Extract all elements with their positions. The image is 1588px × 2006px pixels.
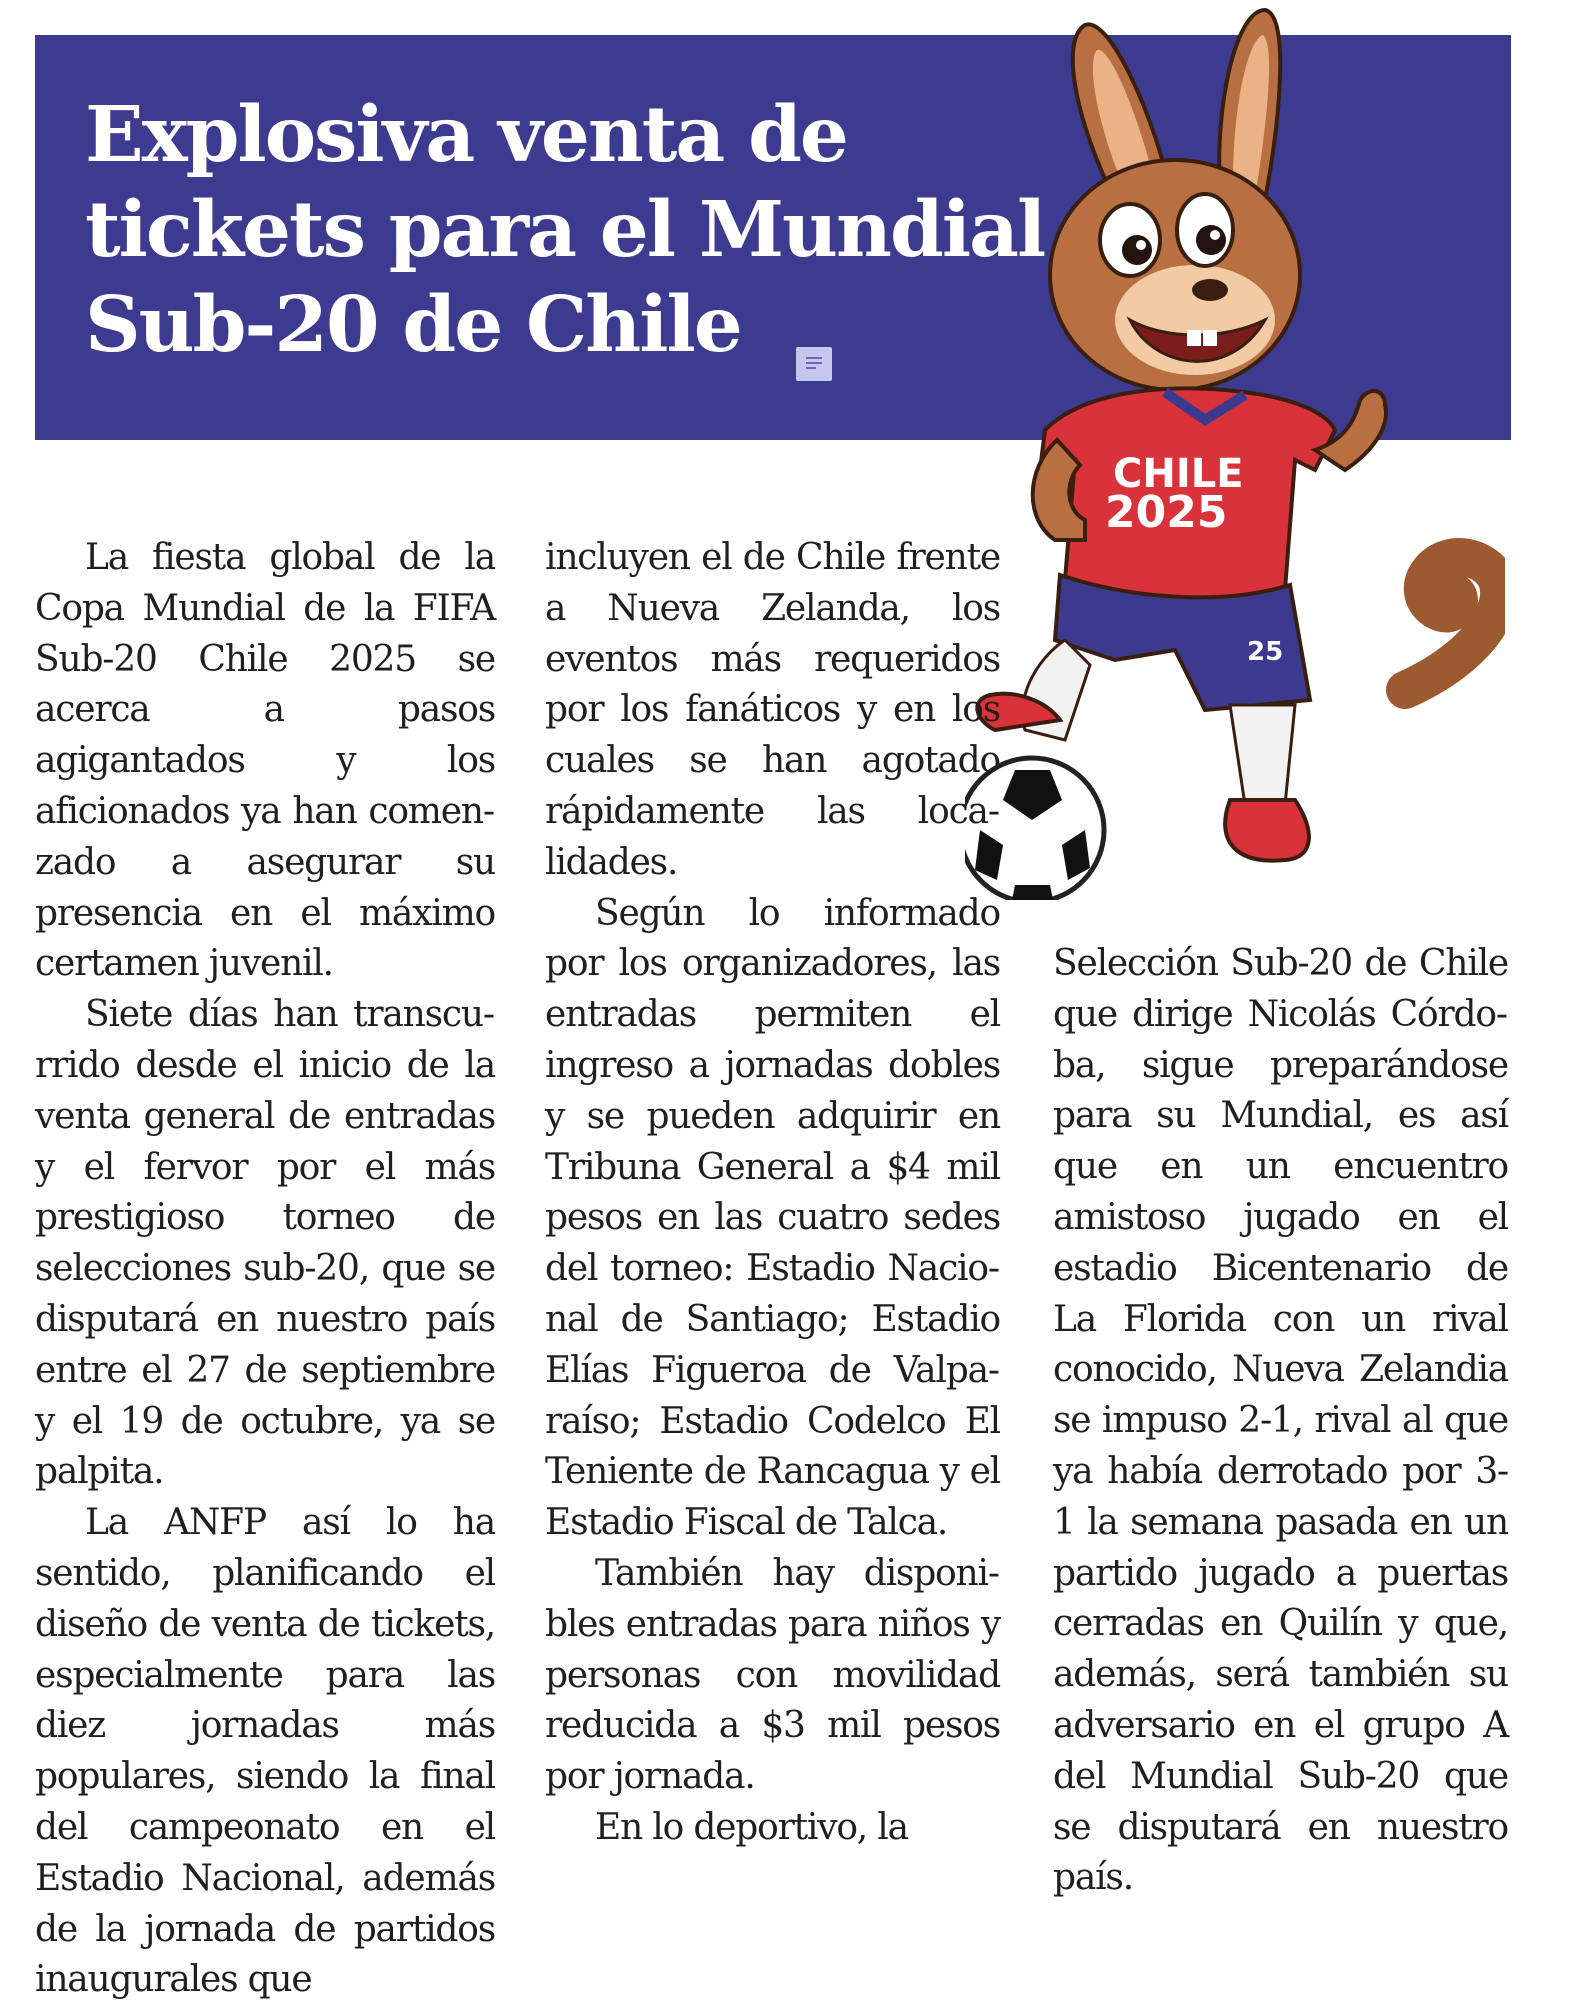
body-paragraph: La fiesta global de la Copa Mundial de la FIFA Sub-20 Chile 2025 se acerca a pasos agigantados y los aficionados ya han comenzado a asegurar su presencia en el máximo certamen juvenil.	[35, 537, 495, 985]
comment-note-icon[interactable]	[796, 347, 832, 381]
body-paragraph: También hay disponibles entradas para niños y personas con movilidad reducida a $3 mil pesos por jornada.	[545, 1552, 1000, 1798]
body-paragraph: Siete días han transcurrido desde el inicio de la venta general de entradas y el fervor por el más prestigioso torneo de selecciones sub-20, que se disputará en nuestro país entre el 27 de septiembre y el 19 de octubre, ya se palpita.	[35, 994, 495, 1493]
mascot-nose	[1192, 279, 1228, 301]
mascot-illustration	[965, 0, 1505, 900]
mascot-tail	[1405, 557, 1499, 690]
mascot-pupil-right	[1196, 225, 1226, 255]
body-paragraph: Selección Sub-20 de Chile que dirige Nicolás Córdoba, sigue preparándose para su Mundial, es así que en un encuentro amistoso jugado en el estadio Bicentenario de La Florida con un rival conocido, Nueva Zelandia se impuso 2-1, rival al que ya había derrotado por 3-1 la semana pasada en un partido jugado a puertas cerradas en Quilín y que, además, será también su adversario en el grupo A del Mundial Sub-20 que se disputará en nuestro país.	[1053, 943, 1508, 1899]
article-column-1	[35, 533, 495, 2006]
shirt-text-line2: 2025	[1105, 487, 1228, 538]
headline-line: Explosiva venta de	[85, 90, 847, 180]
shirt-text-line1: CHILE	[1113, 451, 1244, 497]
headline-line: tickets para el Mundial	[85, 185, 1045, 275]
body-paragraph: En lo deportivo, la	[595, 1806, 908, 1848]
headline	[85, 88, 1045, 373]
mascot-leg-right	[1230, 705, 1295, 805]
article-column-3	[1053, 939, 1508, 1904]
body-paragraph: La ANFP así lo ha sentido, planificando el diseño de venta de tickets, especialmente para las diez jornadas más populares, siendo la final del campeonato en el Estadio Nacional, además de la jornada de partidos inaugurales que	[35, 1502, 495, 2001]
body-paragraph: Según lo informado por los organizadores, las entradas permiten el ingreso a jornadas dobles y se pueden adquirir en Tribuna General a $4 mil pesos en las cuatro sedes del torneo: Estadio Nacional de Santiago; Estadio Elías Figueroa de Valparaíso; Estadio Codelco El Teniente de Rancagua y el Estadio Fiscal de Talca.	[545, 892, 1000, 1544]
body-paragraph: incluyen el de Chile frente a Nueva Zelanda, los eventos más requeridos por los fanáticos y en los cuales se han agotado rápidamente las localidades.	[545, 537, 1000, 883]
article-column-2	[545, 533, 1000, 1854]
headline-line: Sub-20 de Chile	[85, 280, 741, 370]
shorts-number: 25	[1247, 637, 1284, 667]
mascot-shoe-right	[1225, 800, 1309, 861]
mascot-pupil-left	[1122, 235, 1152, 265]
